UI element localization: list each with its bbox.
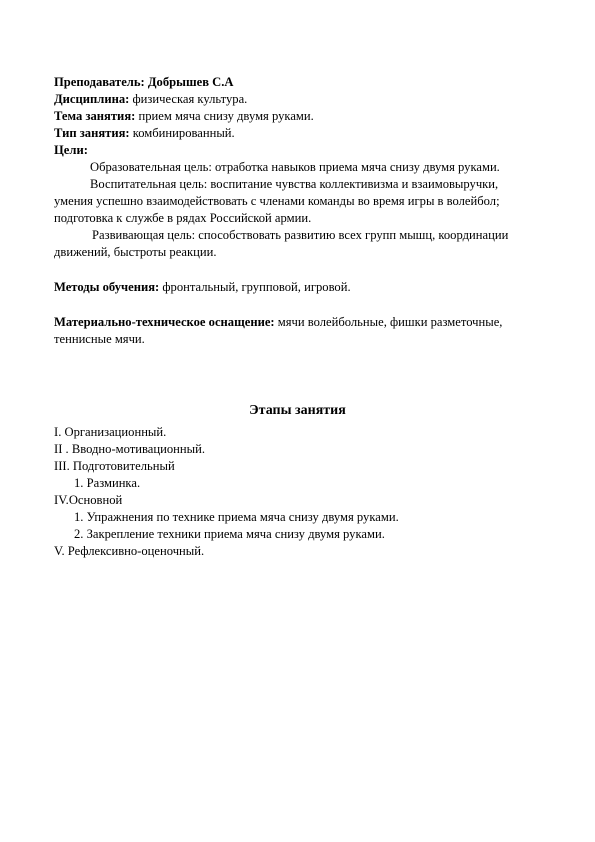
- discipline-value: физическая культура.: [129, 92, 248, 106]
- upbringing-goal-line1: Воспитательная цель: воспитание чувства коллективизма и взаимовыручки,: [90, 177, 499, 191]
- stage-subitem: 2. Закрепление техники приема мяча снизу двумя руками.: [74, 527, 385, 541]
- stages-title: Этапы занятия: [249, 403, 346, 418]
- lesson-type-line: [54, 125, 235, 141]
- equipment-label: Материально-техническое оснащение:: [54, 315, 275, 329]
- stage-subitem: 1. Разминка.: [74, 476, 141, 490]
- teacher-line: [54, 74, 233, 90]
- stage-item: I. Организационный.: [54, 425, 167, 439]
- teacher-value: Добрышев С.А: [147, 75, 234, 89]
- methods-line: [54, 279, 351, 295]
- developing-goal-line1: Развивающая цель: способствовать развитию всех групп мышц, координации: [92, 228, 509, 242]
- educational-goal: Образовательная цель: отработка навыков приема мяча снизу двумя руками.: [90, 160, 500, 174]
- stage-item: IV.Основной: [54, 493, 123, 507]
- goals-label: Цели:: [54, 143, 88, 157]
- discipline-label: Дисциплина:: [54, 92, 130, 106]
- methods-label: Методы обучения:: [54, 280, 160, 294]
- stage-item: V. Рефлексивно-оценочный.: [54, 544, 205, 558]
- stage-item: II . Вводно-мотивационный.: [54, 442, 205, 456]
- upbringing-goal-line3: подготовка к службе в рядах Российской армии.: [54, 211, 312, 225]
- equipment-value-line1: мячи волейбольные, фишки разметочные,: [274, 315, 503, 329]
- lesson-type-label: Тип занятия:: [54, 126, 130, 140]
- discipline-line: [54, 91, 247, 107]
- stage-subitem: 1. Упражнения по технике приема мяча снизу двумя руками.: [74, 510, 399, 524]
- equipment-line1: [54, 314, 502, 330]
- topic-line: [54, 108, 314, 124]
- equipment-value-line2: теннисные мячи.: [54, 332, 145, 346]
- stage-item: III. Подготовительный: [54, 459, 175, 473]
- topic-value: прием мяча снизу двумя руками.: [135, 109, 314, 123]
- methods-value: фронтальный, групповой, игровой.: [159, 280, 351, 294]
- topic-label: Тема занятия:: [54, 109, 136, 123]
- teacher-label: Преподаватель:: [54, 75, 145, 89]
- lesson-type-value: комбинированный.: [129, 126, 235, 140]
- upbringing-goal-line2: умения успешно взаимодействовать с членами команды во время игры в волейбол;: [54, 194, 500, 208]
- developing-goal-line2: движений, быстроты реакции.: [54, 245, 217, 259]
